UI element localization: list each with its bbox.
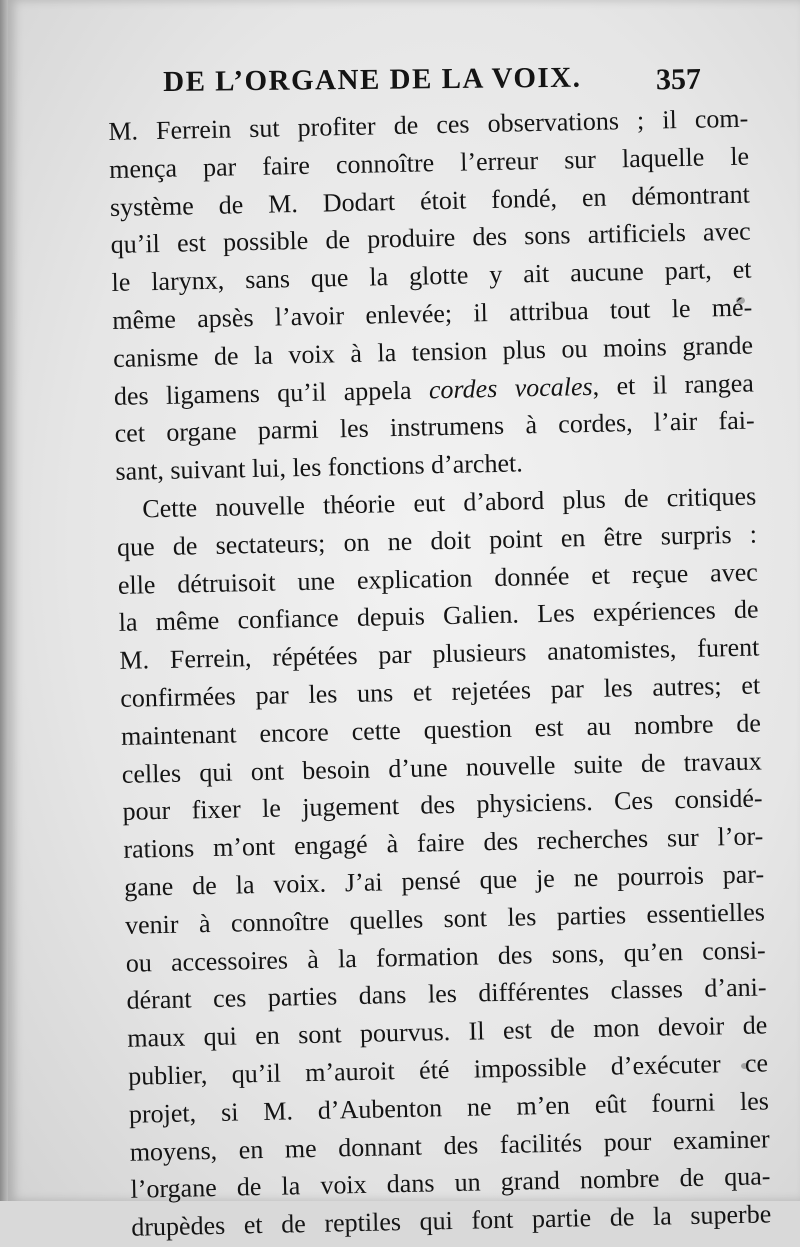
- text-line: Cette nouvelle théorie eut d’abord plus de critiques: [141, 481, 757, 524]
- text-line: sant, suivant lui, les fonctions d’archet.: [115, 448, 523, 487]
- text-line: que de sectateurs; on ne doit point en être surpris :: [116, 519, 758, 562]
- text-line: dérant ces parties dans les différentes classes d’ani-: [126, 972, 767, 1016]
- italic-term: cordes vocales: [428, 371, 593, 404]
- text-line: maintenant encore cette question est au nombre de: [120, 708, 762, 751]
- text-line: l’organe de la voix dans un grand nombre de qua-: [130, 1161, 771, 1205]
- text-line: système de M. Dodart étoit fondé, en démontrant: [109, 179, 751, 222]
- text-line: mença par faire connoître l’erreur sur laquelle le: [108, 141, 750, 184]
- text-line: pour fixer le jugement des physiciens. Ces considé-: [122, 783, 763, 827]
- text-line: canisme de la voix à la tension plus ou moins grande: [112, 330, 754, 373]
- text-line: maux qui en sont pourvus. Il est de mon devoir de: [127, 1010, 768, 1053]
- text-fragment: , et il rangea: [592, 368, 755, 401]
- text-line: moyens, en me donnant des facilités pour examiner: [129, 1123, 770, 1167]
- text-line: M. Ferrein, répétées par plusieurs anatomistes, furent: [119, 632, 760, 676]
- text-line: la même confiance depuis Galien. Les expériences de: [118, 594, 759, 638]
- text-line: confirmées par les uns et rejetées par les autres; et: [119, 670, 761, 713]
- text-line: venir à connoître quelles sont les parties essentielles: [124, 897, 766, 940]
- text-line: qu’il est possible de produire des sons artificiels avec: [110, 216, 751, 260]
- text-fragment: des ligamens qu’il appela: [113, 374, 430, 411]
- text-line: elle détruisoit une explication donnée et reçue avec: [117, 557, 759, 600]
- text-line: publier, qu’il m’auroit été impossible d’exécuter ce: [127, 1048, 769, 1091]
- text-line: cet organe parmi les instrumens à cordes, l’air fai-: [114, 405, 755, 449]
- running-head: DE L’ORGANE DE LA VOIX.: [163, 61, 582, 98]
- text-line: M. Ferrein sut profiter de ces observations ; il com-: [108, 103, 749, 146]
- text-line: gane de la voix. J’ai pensé que je ne pourrois par-: [123, 859, 765, 902]
- text-line: celles qui ont besoin d’une nouvelle suite de travaux: [121, 746, 763, 789]
- body-text: [108, 100, 772, 1247]
- text-line: projet, si M. d’Aubenton ne m’en eût fourni les: [128, 1086, 770, 1129]
- page-number: 357: [655, 62, 702, 97]
- text-line: même apsès l’avoir enlevée; il attribua tout le mé-: [112, 292, 753, 335]
- book-page: [8, 0, 800, 1242]
- text-line: rations m’ont engagé à faire des recherches sur l’or-: [123, 821, 764, 864]
- book-gutter-edge: [0, 0, 8, 1201]
- text-line: ou accessoires à la formation des sons, qu’en consi-: [125, 934, 766, 978]
- text-line: le larynx, sans que la glotte y ait aucune part, et: [111, 254, 752, 298]
- text-line: drupèdes et de reptiles qui font partie de la superbe: [131, 1199, 772, 1242]
